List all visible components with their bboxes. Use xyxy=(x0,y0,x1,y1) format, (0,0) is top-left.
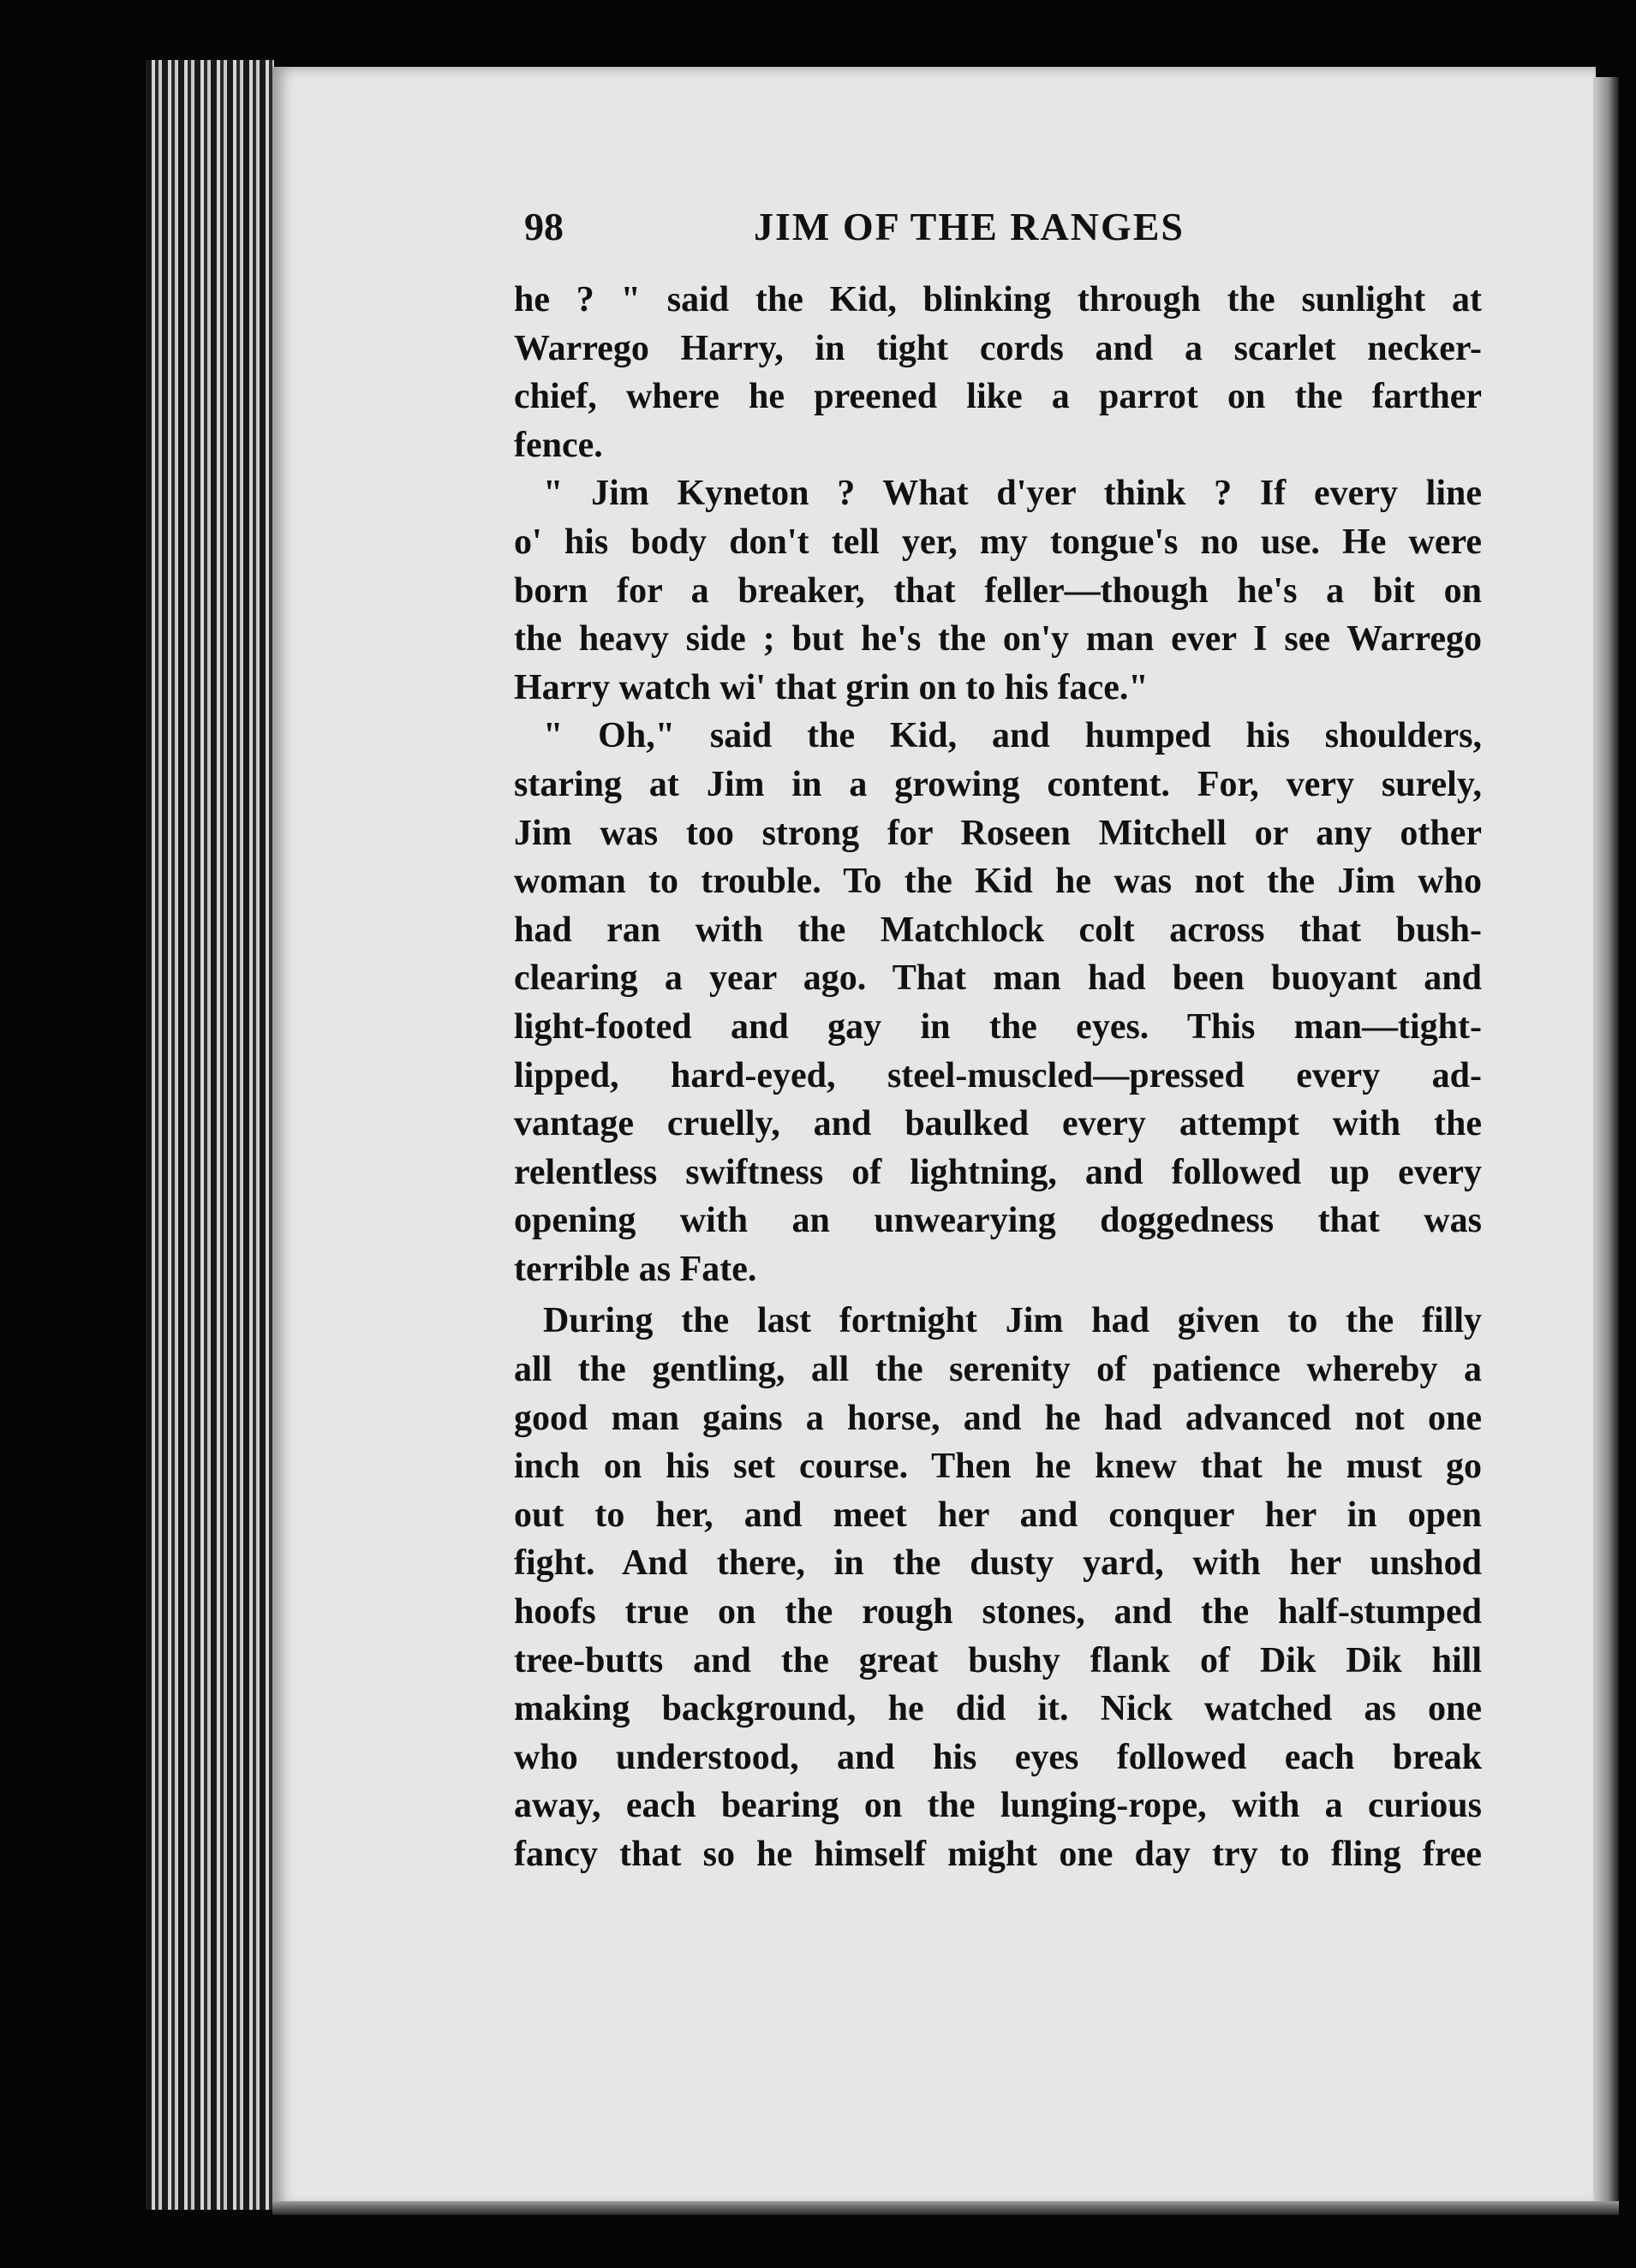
text-line: born for a breaker, that feller—though he's a bit on xyxy=(514,570,1482,611)
text-line: hoofs true on the rough stones, and the half-stumped xyxy=(514,1592,1482,1632)
text-line: who understood, and his eyes followed each break xyxy=(514,1737,1482,1777)
text-line: relentless swiftness of lightning, and followed up every xyxy=(514,1152,1482,1192)
text-line: fight. And there, in the dusty yard, with her unshod xyxy=(514,1543,1482,1584)
page-bottom-edge xyxy=(272,2201,1619,2215)
page-number: 98 xyxy=(524,205,564,248)
text-line: terrible as Fate. xyxy=(514,1249,757,1289)
paragraph xyxy=(514,469,1482,712)
text-line: o' his body don't tell yer, my tongue's no use. He were xyxy=(514,522,1482,562)
text-line: " Jim Kyneton ? What d'yer think ? If every line xyxy=(543,474,1482,514)
text-line: opening with an unwearying doggedness that was xyxy=(514,1201,1482,1241)
paragraph xyxy=(514,1297,1482,1878)
text-line: clearing a year ago. That man had been buoyant and xyxy=(514,958,1482,999)
paragraph xyxy=(514,276,1482,469)
text-line: away, each bearing on the lunging-rope, with a curious xyxy=(514,1786,1482,1826)
text-line: vantage cruelly, and baulked every attempt with the xyxy=(514,1104,1482,1144)
text-line: had ran with the Matchlock colt across that bush- xyxy=(514,910,1482,950)
page-right-edge xyxy=(1593,77,1619,2201)
text-line: staring at Jim in a growing content. For, very surely, xyxy=(514,764,1482,804)
text-line: Warrego Harry, in tight cords and a scarlet necker- xyxy=(514,328,1482,368)
text-line: the heavy side ; but he's the on'y man ever I see Warrego xyxy=(514,619,1482,660)
text-line: he ? " said the Kid, blinking through the sunlight at xyxy=(514,280,1482,319)
text-line: chief, where he preened like a parrot on the farther xyxy=(514,377,1482,417)
text-line: fancy that so he himself might one day try to fling free xyxy=(514,1835,1482,1874)
text-line: out to her, and meet her and conquer her in open xyxy=(514,1495,1482,1535)
book-title: JIM OF THE RANGES xyxy=(754,205,1185,248)
text-line: fence. xyxy=(514,425,603,465)
text-line: Jim was too strong for Roseen Mitchell or any other xyxy=(514,813,1482,853)
text-line: " Oh," said the Kid, and humped his shoulders, xyxy=(543,716,1482,756)
text-line: During the last fortnight Jim had given to the filly xyxy=(543,1301,1482,1341)
text-line: tree-butts and the great bushy flank of Dik Dik hill xyxy=(514,1640,1482,1680)
text-line: inch on his set course. Then he knew that he must go xyxy=(514,1447,1482,1487)
body-text xyxy=(514,276,1482,1879)
text-line: lipped, hard-eyed, steel-muscled—pressed every ad- xyxy=(514,1055,1482,1095)
text-line: good man gains a horse, and he had advanced not one xyxy=(514,1398,1482,1438)
text-line: making background, he did it. Nick watched as one xyxy=(514,1689,1482,1729)
text-line: light-footed and gay in the eyes. This man—tight- xyxy=(514,1006,1482,1047)
running-head xyxy=(524,204,1278,264)
text-line: all the gentling, all the serenity of patience whereby a xyxy=(514,1350,1482,1390)
text-line: Harry watch wi' that grin on to his face." xyxy=(514,667,1149,707)
page-edges xyxy=(146,60,274,2210)
paragraph xyxy=(514,712,1482,1293)
text-line: woman to trouble. To the Kid he was not the Jim who xyxy=(514,862,1482,902)
